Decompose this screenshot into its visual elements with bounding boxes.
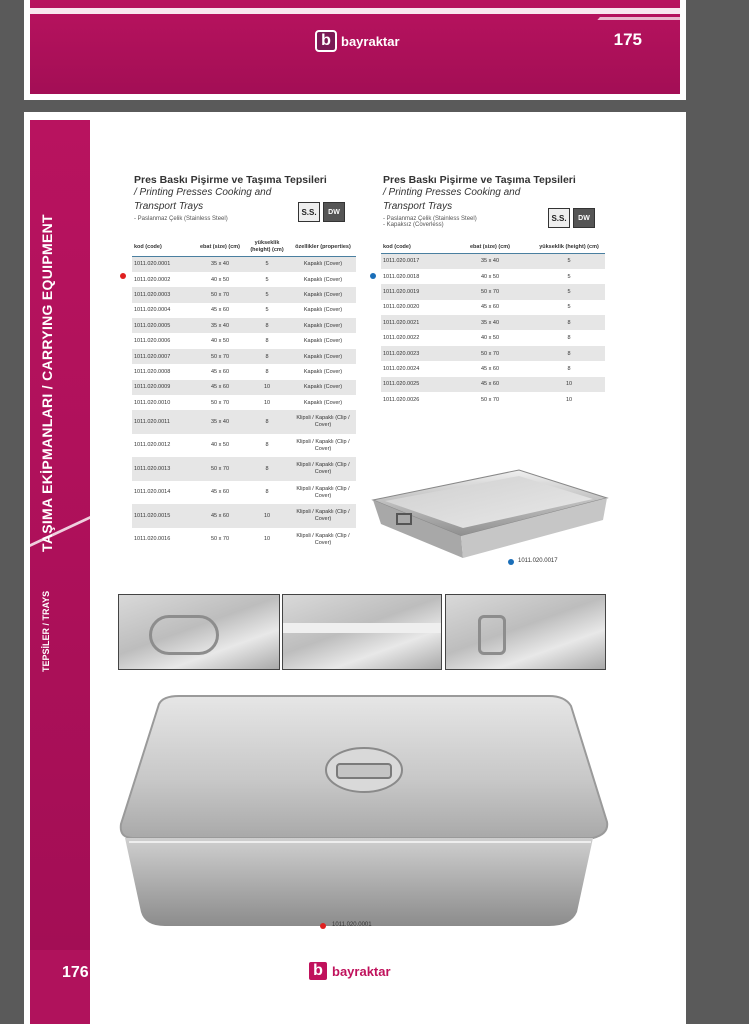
cell-height: 5: [567, 273, 571, 280]
table-row: [132, 410, 356, 434]
cell-code: 1011.020.0011: [132, 410, 196, 434]
logo-mark-icon: b: [315, 30, 337, 52]
covered-tray-image: [119, 692, 609, 932]
title-tr: Pres Baskı Pişirme ve Taşıma Tepsileri: [134, 174, 327, 186]
header-code: kod (code): [381, 242, 447, 254]
cell-height: 10: [263, 536, 271, 543]
title-en: Transport Trays: [134, 201, 204, 212]
title-tr: Pres Baskı Pişirme ve Taşıma Tepsileri: [383, 174, 576, 186]
header-size: ebat (size) (cm): [196, 238, 244, 257]
brand-logo: [307, 960, 391, 982]
footer-band: [30, 950, 90, 1024]
cell-size: 50 x 70: [210, 536, 230, 543]
header-height: yükseklik (height) (cm): [244, 238, 290, 257]
cell-size: 40 x 50: [480, 335, 500, 342]
cell-size: 50 x 70: [196, 349, 244, 364]
cell-properties: Kapaklı (Cover): [290, 380, 356, 395]
header-size: ebat (size) (cm): [447, 242, 533, 254]
blue-dot-marker: [508, 559, 514, 565]
cell-properties: Kapaklı (Cover): [303, 307, 343, 314]
table-row: [132, 457, 356, 481]
side-subtitle: TEPSİLER / TRAYS: [41, 590, 51, 672]
cell-code: 1011.020.0012: [134, 442, 171, 449]
dishwasher-icon: DW: [323, 202, 345, 222]
cell-size: 50 x 70: [480, 396, 500, 403]
table-row: [381, 315, 605, 330]
table-row: [132, 504, 356, 528]
table-row: [381, 254, 605, 269]
header-code: kod (code): [132, 238, 196, 257]
table-row: [132, 364, 356, 379]
title-en: / Printing Presses Cooking and: [134, 187, 272, 198]
cell-size: 45 x 60: [480, 365, 500, 372]
page-header-band: [30, 0, 680, 94]
table-row: [381, 346, 605, 361]
table-row: [381, 330, 605, 345]
cell-size: 40 x 50: [480, 273, 500, 280]
product-code-caption: 1011.020.0001: [332, 922, 372, 928]
cell-properties: Kapaklı (Cover): [303, 338, 343, 345]
cell-height: 5: [265, 307, 269, 314]
stainless-steel-badge: S.S.: [298, 202, 320, 222]
dishwasher-icon: DW: [573, 208, 595, 228]
open-tray-image: [371, 468, 611, 563]
red-dot-marker: [320, 923, 326, 929]
cell-height: 10: [565, 396, 573, 403]
cell-properties: Klipsli / Kapaklı (Clip / Cover): [296, 438, 350, 452]
table-row: [132, 380, 356, 395]
cell-code: 1011.020.0020: [383, 304, 420, 311]
cell-size: 35 x 40: [447, 315, 533, 330]
cell-height: 8: [265, 489, 269, 496]
cell-size: 50 x 70: [447, 284, 533, 299]
cell-properties: Kapaklı (Cover): [303, 399, 343, 406]
table-row: [132, 395, 356, 410]
cell-code: 1011.020.0025: [381, 377, 447, 392]
cell-size: 50 x 70: [447, 346, 533, 361]
table-row: [381, 284, 605, 299]
detail-photo-side-handle: [445, 594, 606, 670]
blue-dot-marker: [370, 273, 376, 279]
cell-height: 5: [567, 304, 571, 311]
cell-code: 1011.020.0023: [381, 346, 447, 361]
cell-height: 8: [244, 318, 290, 333]
cell-code: 1011.020.0002: [134, 276, 171, 283]
cell-properties: Kapaklı (Cover): [303, 368, 343, 375]
cell-size: 45 x 60: [447, 377, 533, 392]
cell-properties: Kapaklı (Cover): [290, 287, 356, 302]
cell-height: 8: [244, 410, 290, 434]
table-row: [132, 303, 356, 318]
cell-properties: Kapaklı (Cover): [290, 318, 356, 333]
cell-height: 8: [265, 338, 269, 345]
stainless-steel-badge: S.S.: [548, 208, 570, 228]
badge-group: [298, 202, 345, 222]
cell-code: 1011.020.0013: [132, 457, 196, 481]
cell-height: 8: [265, 368, 269, 375]
cell-code: 1011.020.0018: [383, 273, 420, 280]
cell-height: 8: [244, 457, 290, 481]
logo-mark-icon: b: [307, 960, 329, 982]
cell-code: 1011.020.0022: [383, 335, 420, 342]
cell-code: 1011.020.0015: [132, 504, 196, 528]
table-row: [132, 287, 356, 302]
cell-height: 8: [533, 346, 605, 361]
right-product-table: [381, 242, 605, 407]
header-properties: özellikler (properties): [290, 238, 356, 257]
table-row: [381, 392, 605, 407]
cell-code: 1011.020.0019: [381, 284, 447, 299]
cell-code: 1011.020.0014: [134, 489, 171, 496]
cell-height: 10: [533, 377, 605, 392]
header-height: yükseklik (height) (cm): [533, 242, 605, 254]
title-en: / Printing Presses Cooking and: [383, 187, 521, 198]
cell-size: 45 x 60: [210, 307, 230, 314]
table-row: [132, 318, 356, 333]
cell-properties: Klipsli / Kapaklı (Clip / Cover): [290, 457, 356, 481]
cell-code: 1011.020.0003: [132, 287, 196, 302]
cell-code: 1011.020.0007: [132, 349, 196, 364]
detail-photo-edge: [282, 594, 442, 670]
cell-height: 8: [567, 365, 571, 372]
cell-code: 1011.020.0021: [381, 315, 447, 330]
page-175: [24, 0, 686, 100]
cell-properties: Klipsli / Kapaklı (Clip / Cover): [296, 532, 350, 546]
cell-code: 1011.020.0004: [134, 307, 171, 314]
cell-height: 8: [244, 349, 290, 364]
table-row: [132, 272, 356, 287]
page-176: [24, 112, 686, 1024]
cell-height: 5: [244, 257, 290, 272]
detail-photo-handle: [118, 594, 280, 670]
cell-height: 8: [533, 315, 605, 330]
badge-group: [548, 208, 595, 228]
table-row: [381, 300, 605, 315]
cell-height: 5: [533, 284, 605, 299]
cell-properties: Kapaklı (Cover): [303, 276, 343, 283]
table-row: [132, 349, 356, 364]
cell-code: 1011.020.0026: [383, 396, 420, 403]
cell-height: 10: [244, 380, 290, 395]
cell-height: 8: [265, 442, 269, 449]
table-row: [132, 434, 356, 458]
cell-code: 1011.020.0016: [134, 536, 171, 543]
table-row: [132, 257, 356, 272]
logo-text: bayraktar: [341, 33, 400, 49]
table-row: [132, 481, 356, 505]
cell-size: 45 x 60: [210, 368, 230, 375]
cell-properties: Kapaklı (Cover): [290, 257, 356, 272]
cell-properties: Kapaklı (Cover): [290, 349, 356, 364]
table-row: [381, 269, 605, 284]
cell-size: 35 x 40: [196, 257, 244, 272]
cell-code: 1011.020.0024: [383, 365, 420, 372]
left-product-table: [132, 238, 356, 551]
cell-code: 1011.020.0010: [134, 399, 171, 406]
table-row: [132, 528, 356, 552]
cell-properties: Klipsli / Kapaklı (Clip / Cover): [296, 485, 350, 499]
cell-height: 5: [265, 276, 269, 283]
cell-code: 1011.020.0009: [132, 380, 196, 395]
coverless-note: - Kapaksız (Coverless): [383, 222, 444, 228]
cell-size: 40 x 50: [210, 442, 230, 449]
logo-text: bayraktar: [332, 963, 391, 979]
cell-code: 1011.020.0006: [134, 338, 171, 345]
red-dot-marker: [120, 273, 126, 279]
table-row: [381, 377, 605, 392]
cell-size: 45 x 60: [196, 380, 244, 395]
cell-size: 35 x 40: [196, 318, 244, 333]
cell-properties: Klipsli / Kapaklı (Clip / Cover): [290, 504, 356, 528]
cell-size: 50 x 70: [196, 287, 244, 302]
cell-size: 35 x 40: [447, 254, 533, 269]
side-title: TAŞIMA EKİPMANLARI / CARRYING EQUIPMENT: [39, 214, 55, 552]
cell-height: 8: [567, 335, 571, 342]
brand-logo: [315, 30, 400, 52]
table-row: [132, 333, 356, 348]
table-row: [381, 361, 605, 376]
cell-code: 1011.020.0005: [132, 318, 196, 333]
page-number: 175: [613, 30, 642, 49]
material-note: - Paslanmaz Çelik (Stainless Steel): [383, 216, 477, 222]
cell-code: 1011.020.0008: [134, 368, 171, 375]
page-number: 176: [62, 964, 89, 981]
cell-size: 45 x 60: [480, 304, 500, 311]
material-note: - Paslanmaz Çelik (Stainless Steel): [134, 216, 228, 222]
cell-code: 1011.020.0017: [381, 254, 447, 269]
cell-size: 45 x 60: [210, 489, 230, 496]
cell-height: 10: [263, 399, 271, 406]
cell-size: 35 x 40: [196, 410, 244, 434]
cell-size: 50 x 70: [210, 399, 230, 406]
cell-size: 40 x 50: [210, 338, 230, 345]
cell-height: 5: [533, 254, 605, 269]
decorative-stripe: [597, 0, 680, 20]
title-en: Transport Trays: [383, 201, 453, 212]
cell-size: 45 x 60: [196, 504, 244, 528]
cell-code: 1011.020.0001: [132, 257, 196, 272]
cell-properties: Klipsli / Kapaklı (Clip / Cover): [290, 410, 356, 434]
cell-height: 10: [244, 504, 290, 528]
product-code-caption: 1011.020.0017: [518, 558, 558, 564]
cell-size: 40 x 50: [210, 276, 230, 283]
decorative-stripe: [30, 8, 680, 14]
cell-height: 5: [244, 287, 290, 302]
cell-size: 50 x 70: [196, 457, 244, 481]
